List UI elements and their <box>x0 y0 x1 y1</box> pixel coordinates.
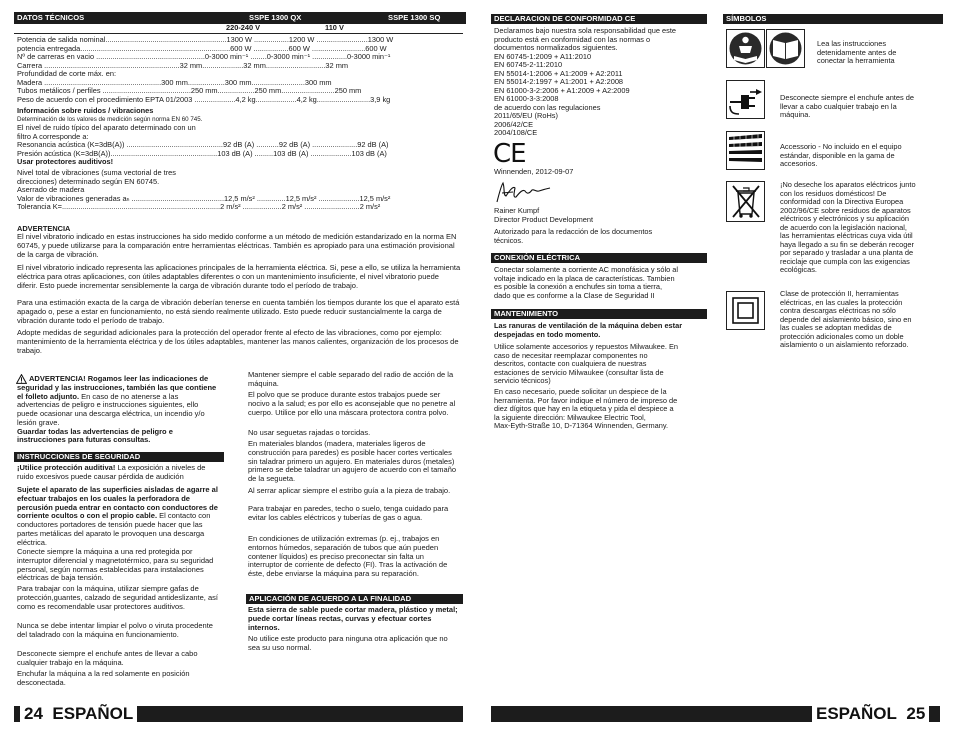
advertencia-para: Adopte medidas de seguridad adicionales para la protección del operador frente al efecto de las vibraciones, como por ejemplo: mantenimiento de la herramienta eléctrica y de los útiles adaptables, mantener las manos calientes, organización de los procesos de trabajo. <box>17 328 459 355</box>
aplicacion-header: APLICACIÓN DE ACUERDO A LA FINALIDAD <box>246 594 463 604</box>
spec-row: Nº de carreras en vacio .....................................................0-3000 min⁻¹ ........0-3000 min⁻¹ .................0-3000 min⁻¹ <box>17 52 391 61</box>
symbol-line: conectar la herramienta <box>817 56 895 65</box>
model-sq: SSPE 1300 SQ <box>388 13 441 22</box>
warning-bold: ADVERTENCIA! Rogamos leer las indicaciones de seguridad y las instrucciones, también las que contiene el folleto adjunto. <box>17 374 217 401</box>
signer-title: Director Product Development <box>494 214 593 224</box>
symbol-line: ¡No deseche los aparatos eléctricos junto <box>780 180 916 189</box>
col2-para: Mantener siempre el cable separado del radio de acción de la máquina. <box>248 370 454 388</box>
vib-line: Valor de vibraciones generadas aₕ .............................................12,5 m/s² ..............12,5 m/s² ....................12,5 m/s² <box>17 193 391 203</box>
symbol-line: eléctricas, en las cuales la protección <box>780 297 903 307</box>
symbol-line: conformidad con la Directiva Europea <box>780 197 904 206</box>
auth-line: Autorizado para la redacción de los documentos <box>494 227 653 236</box>
noise-line: Resonancia acústica (K=3dB(A)) ...............................................92 dB (A) ...........92 dB (A) ......................92 dB (A) <box>17 140 389 149</box>
ear-protect: Usar protectores auditivos! <box>17 157 114 166</box>
page-number-right: 25 <box>906 704 926 723</box>
mant-bold-line: despejadas en todo momento. <box>494 329 601 339</box>
weee-bin-icon <box>726 181 766 223</box>
spec-row: Tubos metálicos / perfiles ...........................................250 mm..................250 mm..........................250 mm <box>17 86 362 95</box>
seguridad-p1-bold: ¡Utilice protección auditiva! <box>17 463 116 472</box>
spec-row: potencia entregada.........................................................................600 W .................600 W ..........................600 W <box>17 43 387 53</box>
conf-line: EN 55014-2:1997 + A1:2001 + A2:2008 <box>494 77 624 86</box>
mant-line: la siguiente dirección: Milwaukee Electric Tool, <box>494 412 646 422</box>
noise-note: Determinación de los valores de medición según norma EN 60 745. <box>17 115 203 123</box>
seguridad-para: Conecte siempre la máquina a una red protegida por interruptor diferencial y magnetotérmico, para su seguridad personal, según normas establecidas para instalaciones eléctricas de baja tensión. <box>17 547 214 583</box>
mant-line: diez dígitos que hay en la etiqueta y pida el despiece a <box>494 404 674 413</box>
symbol-line: Lea las instrucciones <box>817 39 887 48</box>
seguridad-para: Enchufar la máquina a la red solamente en posición desconectada. <box>17 669 190 687</box>
vib-line: Tolerancia K=.............................................................................2 m/s² ...................2 m/s² ...........................2 m/s² <box>17 202 381 211</box>
conformidad-header: DECLARACION DE CONFORMIDAD CE <box>491 14 707 24</box>
warning-block <box>17 375 221 445</box>
mant-line: descritos, contacte con cualquiera de nuestras <box>494 359 647 368</box>
model-qx: SSPE 1300 QX <box>249 13 302 22</box>
symbol-line: por separado y trasladar a una planta de <box>780 248 914 257</box>
symbol-line: con los residuos domésticos! De <box>780 188 887 198</box>
noise-line: filtro A corresponde a: <box>17 131 89 141</box>
conexion-line: es posible la conexión a enchufes sin toma a tierra, <box>494 282 663 291</box>
seguridad-p2-bold: Sujete el aparato de las superficies aisladas de agarre al efectuar trabajos en los cuales la perforadora de percusión pueda entrar en contacto con conductores de corriente ocultos o con el propio cable. <box>17 485 218 521</box>
symbol-line: eléctricos y electrónicos y su aplicación <box>780 214 909 223</box>
footer-left <box>20 704 137 724</box>
symbol-line: de acuerdo con la legislación nacional, <box>780 222 907 232</box>
advertencia-para: Para una estimación exacta de la carga de vibración deberían tenerse en cuenta también los tiempos durante los que el aparato está apagado o, pese a estar en funcionamiento, no está siendo realmente utilizado. Esto puede reducir sustancialmente la carga de vibración durante todo el período de trabajo. <box>17 298 460 325</box>
mant-line: Utilice solamente accesorios y repuestos Milwaukee. En <box>494 342 679 351</box>
mant-bold-line: Las ranuras de ventilación de la máquina deben estar <box>494 321 683 330</box>
signer-name: Rainer Kumpf <box>494 206 540 215</box>
voltage-a: 220-240 V <box>226 23 261 32</box>
seguridad-para <box>17 486 221 547</box>
symbol-line: protección adicionales como un doble <box>780 331 904 341</box>
seguridad-p2-text: El contacto con conductores portadores de tensión puede hacer que las partes metálicas del aparato le provoquen una descarga eléctrica. <box>17 511 211 547</box>
simbolos-header: SÍMBOLOS <box>723 14 943 24</box>
mant-line: herramienta. Por favor indique el número de impreso de <box>494 395 678 405</box>
symbol-line: llevar a cabo cualquier trabajo en la <box>780 101 897 111</box>
conf-line: Declaramos bajo nuestra sola responsabilidad que este <box>494 26 677 35</box>
aplicacion-text: No utilice este producto para ninguna otra aplicación que no sea su uso normal. <box>248 634 448 652</box>
conexion-header: CONEXIÓN ELÉCTRICA <box>491 253 707 263</box>
conf-line: producto está en conformidad con las normas o <box>494 34 651 44</box>
spec-row: Potencia de salida nominal...........................................................1300 W .................1200 W .........................1300 W <box>17 35 394 44</box>
advertencia-title: ADVERTENCIA <box>17 224 71 233</box>
symbol-line: Desconecte siempre el enchufe antes de <box>780 93 914 102</box>
col2-para: El polvo que se produce durante estos trabajos puede ser nocivo a la salud; es por ello es aconsejable que no penetre al cuerpo. Utilice por ello una máscara protectora contra polvo. <box>248 390 456 417</box>
conexion-line: dado que es conforme a la Clase de Seguridad II <box>494 290 655 300</box>
symbol-line: 2002/96/CE sobre residuos de aparatos <box>780 205 911 215</box>
symbol-line: accesorios. <box>780 159 818 168</box>
conf-line: documentos normalizados siguientes. <box>494 43 618 52</box>
footer-lang-left: ESPAÑOL <box>52 704 134 723</box>
datos-rule <box>14 33 463 34</box>
noise-title: Información sobre ruidos / vibraciones <box>17 106 154 115</box>
mantenimiento-header: MANTENIMIENTO <box>491 309 707 319</box>
vib-line: Nivel total de vibraciones (suma vectorial de tres <box>17 168 176 177</box>
conexion-line: voltaje indicado en la placa de características. Tambien <box>494 273 675 283</box>
conf-line: 2006/42/CE <box>494 119 534 129</box>
conf-line: 2004/108/CE <box>494 128 538 137</box>
footer-lang-right: ESPAÑOL <box>816 704 897 723</box>
mant-line: caso de necesitar reemplazar componentes no <box>494 350 648 360</box>
seguridad-para: Nunca se debe intentar limpiar el polvo o viruta procedente del taladrado con la máquina en funcionamiento. <box>17 621 213 639</box>
conf-line: EN 60745-1:2009 + A11:2010 <box>494 51 592 61</box>
symbol-line: estándar, disponible en la gama de <box>780 150 895 160</box>
ce-mark-icon: CE <box>493 139 526 169</box>
place-date: Winnenden, 2012-09-07 <box>494 167 574 176</box>
symbol-line: depende del aislamiento básico, sino en <box>780 314 912 324</box>
conf-line: 2011/65/EU (RoHs) <box>494 111 558 120</box>
seguridad-para: Desconecte siempre el enchufe antes de llevar a cabo cualquier trabajo en la máquina. <box>17 649 198 667</box>
seguridad-para: Para trabajar con la máquina, utilizar siempre gafas de protección,guantes, calzado de seguridad antideslizante, así como es recomendable usar protectores auditivos. <box>17 584 218 611</box>
aplicacion-bold: Esta sierra de sable puede cortar madera, plástico y metal; puede cortar líneas rectas, curvas y efectuar cortes internos. <box>248 605 458 632</box>
footer-right <box>812 704 929 724</box>
symbol-line: las cuales se adoptan medidas de <box>780 323 892 332</box>
col2-para: Al serrar aplicar siempre el estribo guía a la pieza de trabajo. <box>248 486 451 495</box>
seguridad-p1-text: La exposición a niveles de ruido excesivos puede causar pérdida de audición <box>17 463 206 481</box>
spec-row: Carrera ..................................................................32 mm....................32 mm.............................32 mm <box>17 60 349 70</box>
noise-line: El nivel de ruido típico del aparato determinado con un <box>17 123 196 132</box>
mant-line: Max-Eyth-Straße 10, D-71364 Winnenden, Germany. <box>494 421 669 430</box>
unplug-icon <box>726 80 766 120</box>
read-manual-icon <box>726 29 806 69</box>
col2-para: En condiciones de utilización extremas (p. ej., trabajos en entornos húmedos, separación de tubos que aún pueden contener líquidos) es preciso preconectar sin falta un interruptor de corriente de defecto (FI). Tras la activación de éste, debe enviarse la máquina para su reparación. <box>248 534 448 578</box>
noise-line: Presión acústica (K=3dB(A))....................................................103 dB (A) .........103 dB (A) ....................103 dB (A) <box>17 148 387 158</box>
conf-line: EN 60745-2-11:2010 <box>494 60 563 69</box>
conexion-line: Conectar solamente a corriente AC monofásica y sólo al <box>494 265 679 274</box>
mant-line: En caso necesario, puede solicitar un despiece de la <box>494 387 667 396</box>
class-ii-icon <box>726 291 766 331</box>
warning-text: En caso de no atenerse a las advertencias de peligro e instrucciones siguientes, ello puede ocasionar una descarga eléctrica, un incendio y/o lesión grave. <box>17 391 205 427</box>
symbol-line: reciclaje que cumpla con las exigencias <box>780 256 910 266</box>
mant-line: estaciones de servicio Milwaukee (consultar lista de <box>494 367 664 377</box>
spec-row: Profundidad de corte máx. en: <box>17 69 117 78</box>
datos-title: DATOS TÉCNICOS <box>17 13 85 22</box>
symbol-line: máquina. <box>780 110 811 119</box>
spec-row: Peso de acuerdo con el procedimiento EPTA 01/2003 ....................4,2 kg....................4,2 kg..........................3,9 kg <box>17 94 391 104</box>
conf-line: EN 61000-3-2:2006 + A1:2009 + A2:2009 <box>494 85 630 95</box>
seguridad-para <box>17 464 221 482</box>
symbol-line: detenidamente antes de <box>817 47 897 57</box>
page-number-left: 24 <box>24 704 43 723</box>
symbol-line: Clase de protección II, herramientas <box>780 289 899 298</box>
advertencia-para: El nivel vibratorio indicado representa las aplicaciones principales de la herramienta eléctrica. Si, pese a ello, se utiliza la herramienta eléctrica para otras aplicaciones, con útiles adaptables diferentes o con un mantenimiento insuficiente, el nivel vibratorio puede diferir. Esto puede incrementar sensiblemente la carga de vibración durante todo el período de trabajo. <box>17 263 461 290</box>
auth-line: técnicos. <box>494 235 524 245</box>
col2-para: En materiales blandos (madera, materiales ligeros de construcción para paredes) es posible hacer cortes verticales sin taladrar primero un agujero. En materiales duros (metales) primero se debe taladrar un agujero de acuerdo con el tamaño de la segueta. <box>248 439 457 483</box>
symbol-line: haya llegado a su fin se deberán recoger <box>780 239 914 249</box>
vib-line: Aserrado de madera <box>17 185 85 194</box>
advertencia-para: El nivel vibratorio indicado en estas instrucciones ha sido medido conforme a un método de medición estandarizado en la norma EN 60745, y puede utilizarse para la comparación entre herramientas eléctricas. También es apropiado para una estimación provisional de la carga de vibración. <box>17 232 457 259</box>
conf-line: EN 55014-1:2006 + A1:2009 + A2:2011 <box>494 68 623 78</box>
col2-para: No usar seguetas rajadas o torcidas. <box>248 428 371 437</box>
vib-line: direcciones) determinado según EN 60745. <box>17 176 160 186</box>
symbol-line: las herramientas eléctricas cuya vida útil <box>780 231 913 240</box>
voltage-b: 110 V <box>325 23 344 32</box>
signature-icon <box>494 180 556 206</box>
conf-line: de acuerdo con las regulaciones <box>494 102 601 112</box>
symbol-line: Accessorio - No incluido en el equipo <box>780 142 902 151</box>
conf-line: EN 61000-3-3:2008 <box>494 94 559 103</box>
symbol-line: ecológicas. <box>780 265 817 274</box>
col2-para: Para trabajar en paredes, techo o suelo, tenga cuidado para evitar los cables eléctricos y tuberías de gas o agua. <box>248 504 449 522</box>
symbol-line: contra descargas eléctricas no sólo <box>780 306 896 315</box>
warning-outro: Guardar todas las advertencias de peligro e instrucciones para futuras consultas. <box>17 426 173 445</box>
seguridad-header: INSTRUCCIONES DE SEGURIDAD <box>14 452 224 462</box>
symbol-line: aislamiento o un aislamiento reforzado. <box>780 340 909 349</box>
saw-blades-icon <box>726 131 766 171</box>
mant-line: servicio técnicos) <box>494 376 551 385</box>
spec-row: Madera .........................................................300 mm..................300 mm..........................300 mm <box>17 77 332 87</box>
